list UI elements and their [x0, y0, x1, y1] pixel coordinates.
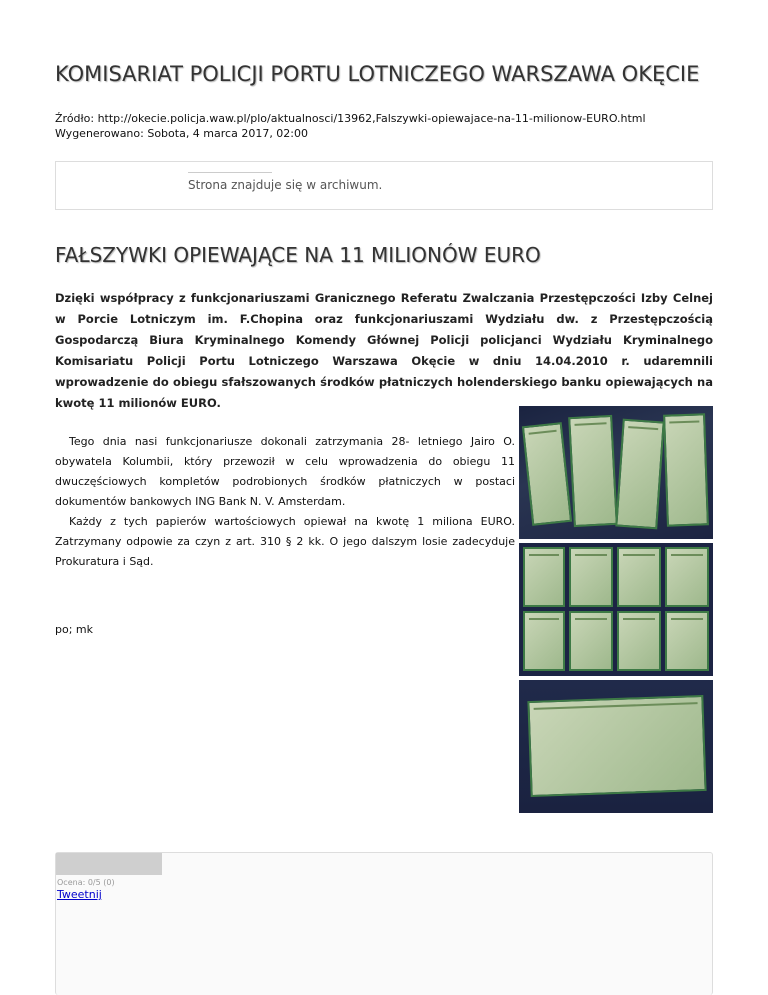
document-image — [569, 547, 613, 607]
generated-date: Wygenerowano: Sobota, 4 marca 2017, 02:00 — [55, 127, 309, 140]
photo-single-document[interactable] — [519, 680, 713, 813]
document-image — [665, 547, 709, 607]
article-body — [55, 432, 515, 572]
document-image — [665, 611, 709, 671]
rating-text: Ocena: 0/5 (0) — [57, 878, 115, 887]
article-paragraph: Tego dnia nasi funkcjonariusze dokonali zatrzymania 28- letniego Jairo O. obywatela Kolumbii, który przewoził w celu wprowadzenia do obiegu 11 dwuczęściowych kompletów podrobionych środków płatniczych w postaci dokumentów bankowych ING Bank N. V. Amsterdam. — [55, 435, 515, 508]
photo-gallery — [519, 406, 713, 817]
source-url: Źródło: http://okecie.policja.waw.pl/plo/aktualnosci/13962,Falszywki-opiewajace-na-11-milionow-EURO.html — [55, 112, 646, 125]
rating-stars[interactable] — [56, 853, 162, 875]
document-image — [617, 547, 661, 607]
archive-divider — [188, 172, 272, 173]
document-image — [568, 415, 618, 527]
article-signature: po; mk — [55, 623, 94, 636]
document-image — [527, 695, 706, 797]
document-image — [523, 611, 565, 671]
document-image — [663, 413, 709, 526]
archive-notice: Strona znajduje się w archiwum. — [188, 178, 383, 192]
photo-documents-1[interactable] — [519, 406, 713, 539]
photo-documents-2[interactable] — [519, 543, 713, 676]
document-image — [615, 419, 664, 530]
rating-box — [55, 852, 713, 995]
document-image — [522, 422, 572, 526]
article-title: FAŁSZYWKI OPIEWAJĄCE NA 11 MILIONÓW EURO — [55, 243, 541, 267]
archive-notice-box — [55, 161, 713, 210]
meta-info — [55, 111, 646, 141]
site-title: KOMISARIAT POLICJI PORTU LOTNICZEGO WARSZAWA OKĘCIE — [55, 62, 700, 86]
tweet-link[interactable]: Tweetnij — [57, 888, 102, 901]
document-image — [569, 611, 613, 671]
article-lead: Dzięki współpracy z funkcjonariuszami Granicznego Referatu Zwalczania Przestępczości Izby Celnej w Porcie Lotniczym im. F.Chopina oraz funkcjonariuszami Wydziału dw. z Przestępczością Gospodarczą Biura Kryminalnego Komendy Głównej Policji policjanci Wydziału Kryminalnego Komisariatu Policji Portu Lotniczego Warszawa Okęcie w dniu 14.04.2010 r. udaremnili wprowadzenie do obiegu sfałszowanych środków płatniczych holenderskiego banku opiewających na kwotę 11 milionów EURO. — [55, 291, 713, 410]
article-paragraph: Każdy z tych papierów wartościowych opiewał na kwotę 1 miliona EURO. Zatrzymany odpowie za czyn z art. 310 § 2 kk. O jego dalszym losie zadecyduje Prokuratura i Sąd. — [55, 515, 515, 568]
document-image — [617, 611, 661, 671]
document-image — [523, 547, 565, 607]
